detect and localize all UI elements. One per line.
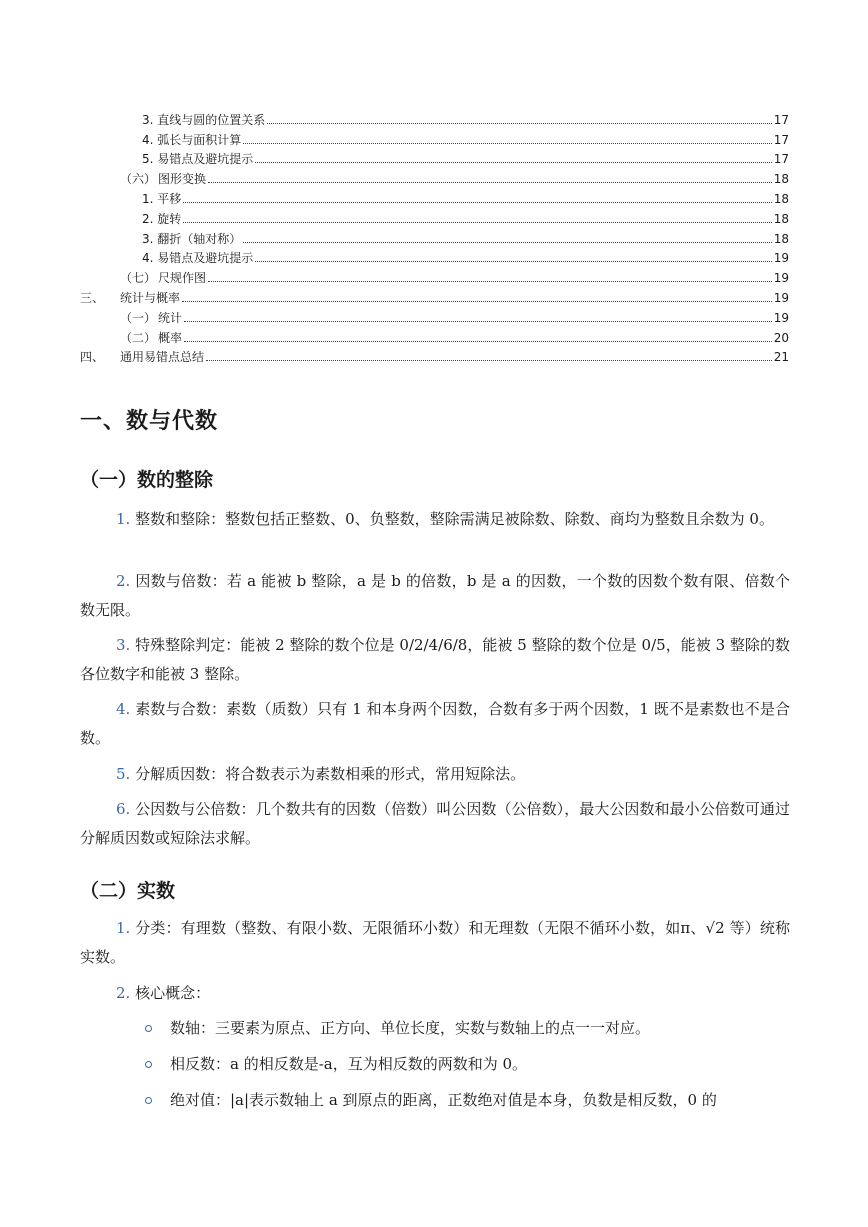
bullet-circle-icon xyxy=(145,1097,152,1104)
numbered-paragraph xyxy=(80,979,790,1008)
toc-leader-dots xyxy=(243,143,771,144)
toc-entry[interactable] xyxy=(80,166,789,186)
toc-entry-number: （二） xyxy=(120,330,157,345)
item-text: 核心概念： xyxy=(135,984,211,1002)
item-number: 6. xyxy=(116,800,136,818)
subsection-heading: （一）数的整除 xyxy=(80,469,214,491)
toc-entry-page: 21 xyxy=(773,350,789,365)
item-number: 1. xyxy=(116,510,136,528)
list-item xyxy=(148,1086,790,1115)
toc-entry-page: 18 xyxy=(773,231,789,246)
numbered-paragraph xyxy=(80,505,790,534)
item-text: 素数与合数：素数（质数）只有 1 和本身两个因数，合数有多于两个因数，1 既不是素数也不是合数。 xyxy=(80,700,790,747)
toc-entry-title: 尺规作图 xyxy=(158,271,207,286)
item-text: 特殊整除判定：能被 2 整除的数个位是 0/2/4/6/8，能被 5 整除的数个位是 0/5，能被 3 整除的数各位数字和能被 3 整除。 xyxy=(80,636,790,683)
toc-entry-title: 易错点及避坑提示 xyxy=(157,251,254,266)
toc-entry[interactable] xyxy=(80,186,789,206)
toc-entry-number: 三、 xyxy=(80,290,105,305)
toc-entry[interactable] xyxy=(80,285,789,305)
subsection-heading: （二）实数 xyxy=(80,880,176,902)
toc-entry-title: 统计与概率 xyxy=(120,290,181,305)
toc-entry[interactable] xyxy=(80,226,789,246)
toc-entry[interactable] xyxy=(80,147,789,167)
item-number: 2. xyxy=(116,572,136,590)
toc-leader-dots xyxy=(183,222,771,223)
list-item-text: 数轴：三要素为原点、正方向、单位长度，实数与数轴上的点一一对应。 xyxy=(170,1019,651,1037)
toc-entry-title: 统计 xyxy=(158,310,183,325)
toc-entry-title: 平移 xyxy=(157,191,182,206)
toc-entry-page: 19 xyxy=(773,310,789,325)
list-item xyxy=(148,1014,790,1043)
item-text: 因数与倍数：若 a 能被 b 整除，a 是 b 的倍数，b 是 a 的因数，一个数的因数个数有限、倍数个数无限。 xyxy=(80,572,790,619)
numbered-paragraph xyxy=(80,695,790,753)
toc-leader-dots xyxy=(255,261,771,262)
toc-entry-title: 易错点及避坑提示 xyxy=(157,152,254,167)
toc-entry-page: 17 xyxy=(773,152,789,167)
toc-entry-page: 18 xyxy=(773,172,789,187)
toc-entry-title: 弧长与面积计算 xyxy=(157,132,242,147)
numbered-paragraph xyxy=(80,631,790,689)
item-text: 公因数与公倍数：几个数共有的因数（倍数）叫公因数（公倍数），最大公因数和最小公倍数可通过分解质因数或短除法求解。 xyxy=(80,800,790,847)
toc-entry-number: 3. xyxy=(142,231,158,246)
section-heading: 一、数与代数 xyxy=(80,409,219,434)
toc-entry-number: 2. xyxy=(142,211,158,226)
list-item-text: 相反数：a 的相反数是-a，互为相反数的两数和为 0。 xyxy=(170,1055,528,1073)
numbered-paragraph xyxy=(80,795,790,853)
toc-entry-page: 17 xyxy=(773,132,789,147)
toc-entry-title: 图形变换 xyxy=(158,172,207,187)
toc-leader-dots xyxy=(184,321,772,322)
item-number: 3. xyxy=(116,636,136,654)
toc-leader-dots xyxy=(184,341,772,342)
item-number: 2. xyxy=(116,984,136,1002)
toc-entry[interactable] xyxy=(80,345,789,365)
toc-entry-page: 20 xyxy=(773,330,789,345)
toc-entry-page: 19 xyxy=(773,290,789,305)
toc-leader-dots xyxy=(208,281,772,282)
item-text: 分类：有理数（整数、有限小数、无限循环小数）和无理数（无限不循环小数，如π、√2 等）统称实数。 xyxy=(80,919,790,966)
toc-leader-dots xyxy=(208,182,772,183)
toc-entry-number: 四、 xyxy=(80,350,105,365)
toc-entry[interactable] xyxy=(80,265,789,285)
item-text: 整数和整除：整数包括正整数、0、负整数，整除需满足被除数、除数、商均为整数且余数为 0。 xyxy=(135,510,774,528)
toc-entry-number: 4. xyxy=(142,132,158,147)
toc-entry-number: （一） xyxy=(120,310,157,325)
toc-entry-number: （六） xyxy=(120,172,157,187)
toc-entry-number: 3. xyxy=(142,112,158,127)
toc-entry-number: （七） xyxy=(120,271,157,286)
toc-entry-page: 19 xyxy=(773,271,789,286)
bullet-circle-icon xyxy=(145,1061,152,1068)
numbered-paragraph xyxy=(80,760,790,789)
table-of-contents xyxy=(80,107,789,364)
toc-entry[interactable] xyxy=(80,325,789,345)
item-number: 5. xyxy=(116,765,136,783)
toc-leader-dots xyxy=(267,123,771,124)
toc-entry[interactable] xyxy=(80,246,789,266)
toc-leader-dots xyxy=(183,202,771,203)
toc-entry-page: 18 xyxy=(773,191,789,206)
toc-entry[interactable] xyxy=(80,305,789,325)
toc-entry-number: 5. xyxy=(142,152,158,167)
list-item-text: 绝对值：|a|表示数轴上 a 到原点的距离，正数绝对值是本身，负数是相反数，0 的 xyxy=(170,1091,717,1109)
bullet-circle-icon xyxy=(145,1025,152,1032)
toc-leader-dots xyxy=(243,242,771,243)
toc-entry-page: 18 xyxy=(773,211,789,226)
toc-entry-title: 直线与圆的位置关系 xyxy=(157,112,266,127)
toc-entry-page: 17 xyxy=(773,112,789,127)
toc-leader-dots xyxy=(206,360,772,361)
toc-entry[interactable] xyxy=(80,206,789,226)
item-number: 4. xyxy=(116,700,136,718)
toc-entry[interactable] xyxy=(80,107,789,127)
numbered-paragraph xyxy=(80,914,790,972)
toc-leader-dots xyxy=(182,301,772,302)
item-number: 1. xyxy=(116,919,136,937)
toc-entry-page: 19 xyxy=(773,251,789,266)
toc-leader-dots xyxy=(255,162,771,163)
toc-entry-title: 概率 xyxy=(158,330,183,345)
toc-entry-number: 4. xyxy=(142,251,158,266)
toc-entry-title: 通用易错点总结 xyxy=(120,350,205,365)
toc-entry[interactable] xyxy=(80,127,789,147)
numbered-paragraph xyxy=(80,567,790,625)
list-item xyxy=(148,1050,790,1079)
toc-entry-number: 1. xyxy=(142,191,158,206)
item-text: 分解质因数：将合数表示为素数相乘的形式，常用短除法。 xyxy=(135,765,526,783)
toc-entry-title: 翻折（轴对称） xyxy=(157,231,242,246)
toc-entry-title: 旋转 xyxy=(157,211,182,226)
